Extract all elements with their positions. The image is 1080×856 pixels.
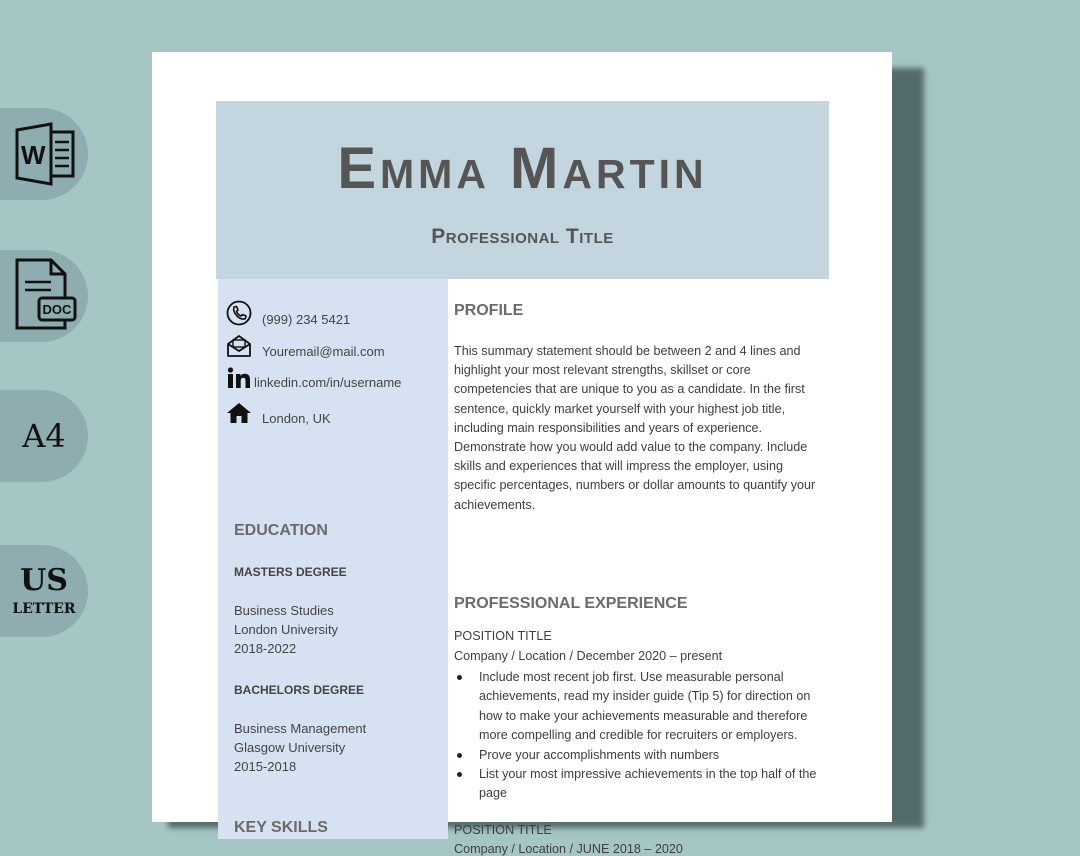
degree-field: Business Studies [234,603,334,618]
profile-line: competencies that are unique to you as a candidate. In the first [454,382,805,397]
phone-number: (999) 234 5421 [262,312,351,327]
profile-line: Demonstrate how you would add value to the company. Include [454,440,808,455]
word-icon [11,120,77,188]
a4-format-badge [0,390,88,482]
linkedin-icon [226,365,252,391]
list-item: List your most impressive achievements in the top half of the page [454,765,824,804]
profile-line: highlight your most relevant strengths, skillset or core [454,363,751,378]
doc-label: DOC [42,302,72,317]
position-title: POSITION TITLE [454,823,552,837]
letter-label: LETTER [12,601,76,617]
degree-title: MASTERS DEGREE [234,565,347,579]
key-skills-heading: KEY SKILLS [234,819,328,836]
degree-years: 2015-2018 [234,759,297,774]
email-address: Youremail@mail.com [262,344,385,359]
us-letter-badge [0,545,88,637]
education-heading: EDUCATION [234,522,328,539]
svg-text:W: W [21,140,46,170]
profile-line: skills and experiences that will impress the employer, using [454,459,783,474]
home-icon [226,400,252,426]
phone-icon [226,300,252,326]
degree-title: BACHELORS DEGREE [234,683,365,697]
doc-file-icon [11,256,77,336]
degree-years: 2018-2022 [234,641,297,656]
candidate-name: Emma Martin [337,136,708,201]
experience-heading: PROFESSIONAL EXPERIENCE [454,595,688,612]
profile-summary [454,342,824,515]
us-label: US [20,563,68,598]
degree-field: Business Management [234,721,367,736]
professional-title: Professional Title [431,225,614,248]
resume-page [152,52,892,856]
profile-line: including main responsibilities and years of experience. [454,420,763,435]
linkedin-url: linkedin.com/in/username [254,374,402,390]
degree-school: London University [234,622,339,637]
a4-label: A4 [22,417,66,455]
profile-line: specific percentages, numbers or dollar amounts to quantify your [454,478,816,493]
sidebar [218,279,448,839]
position-title: POSITION TITLE [454,629,552,643]
profile-line: sentence, quickly market yourself with your highest job title, [454,401,786,416]
contact-phone [226,298,350,327]
profile-line: achievements. [454,497,536,512]
contact-location [226,399,331,426]
profile-heading: PROFILE [454,302,524,319]
degree-school: Glasgow University [234,740,346,755]
company-line: Company / Location / December 2020 – present [454,649,723,663]
email-icon [226,333,252,359]
doc-format-badge [0,250,88,342]
list-item: Include most recent job first. Use measurable personal achievements, read my insider guide (Tip 5) for direction on how to make your achievements measurable and therefore more compelling and credible for recruiters or employers. [454,668,824,746]
contact-email [226,332,385,359]
word-format-badge [0,108,88,200]
company-line: Company / Location / JUNE 2018 – 2020 [454,842,683,856]
list-item: Prove your accomplishments with numbers [454,746,824,765]
resume-header [216,101,829,279]
profile-line: This summary statement should be between 2 and 4 lines and [454,344,801,358]
contact-linkedin [226,365,401,391]
location: London, UK [262,411,331,426]
us-letter-label [12,563,76,617]
